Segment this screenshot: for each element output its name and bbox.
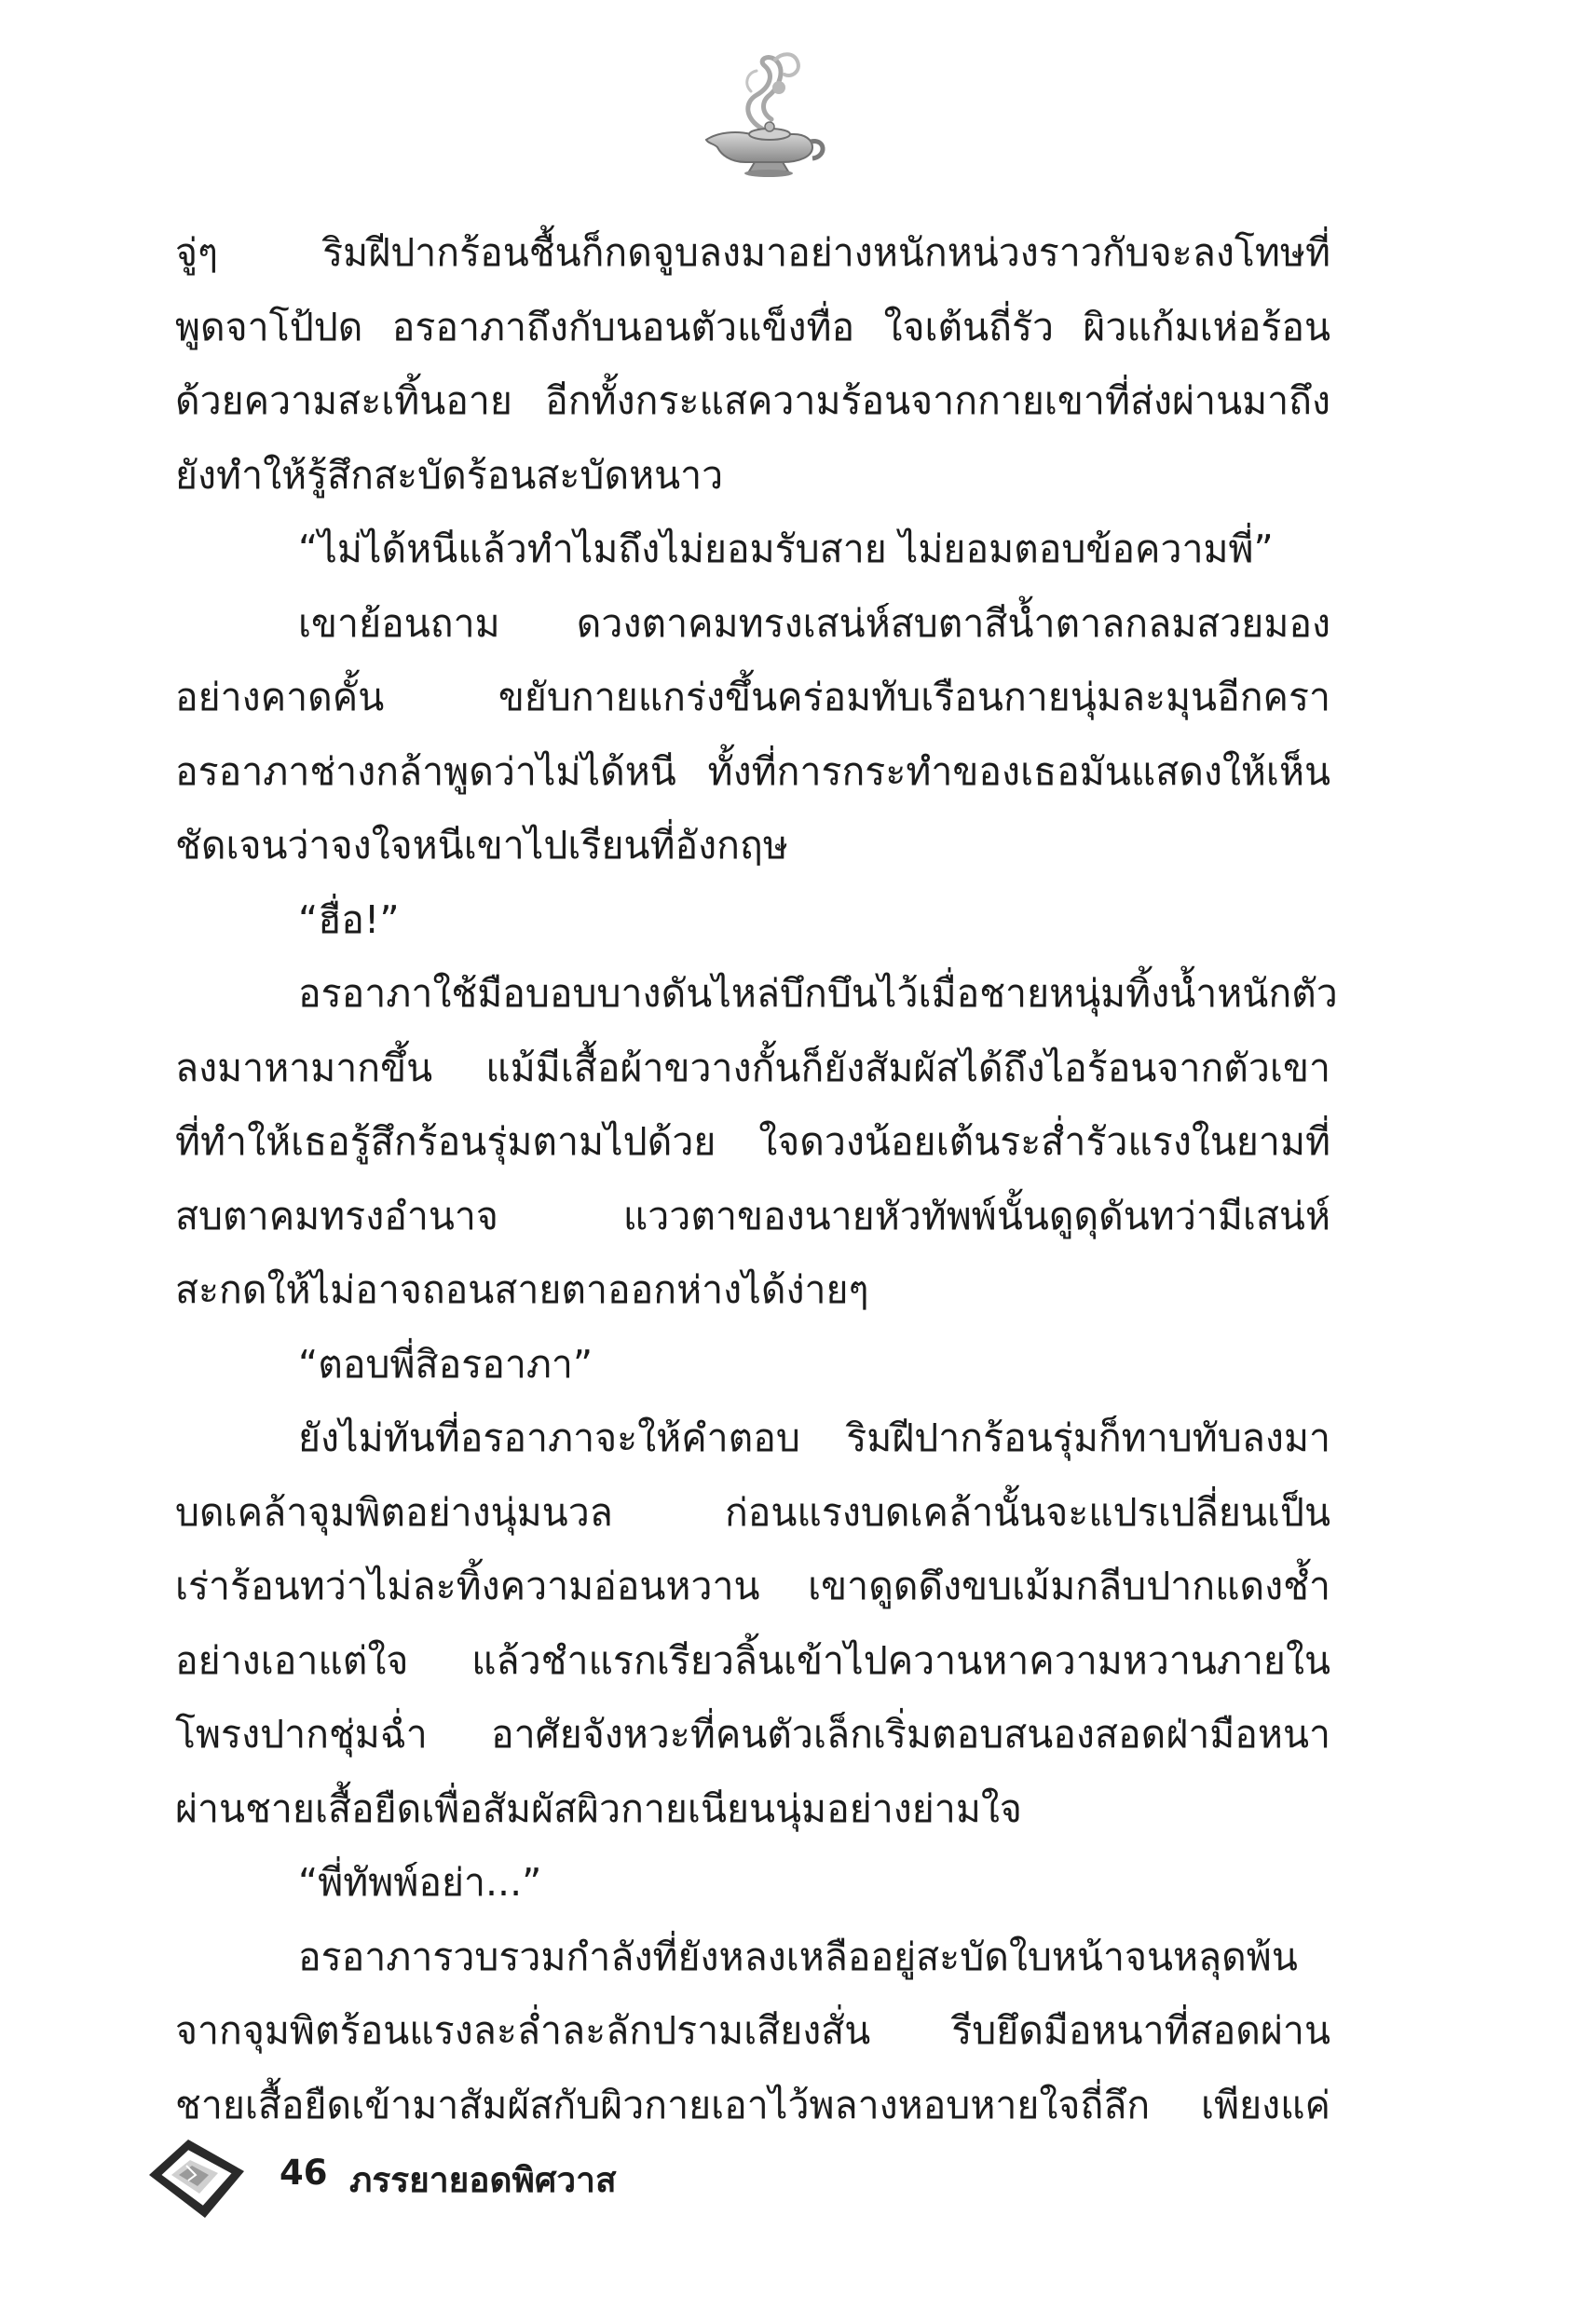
text-line: จากจุมพิตร้อนแรงละล่ำละลักปรามเสียงสั่น รีบยึดมือหนาที่สอดผ่าน (175, 2008, 1330, 2053)
text-line: ผ่านชายเสื้อยืดเพื่อสัมผัสผิวกายเนียนนุ่มอย่างย่ามใจ (175, 1785, 1022, 1831)
text-line: ชายเสื้อยืดเข้ามาสัมผัสกับผิวกายเอาไว้พลางหอบหายใจถี่ลึก เพียงแค่ (175, 2082, 1330, 2127)
text-line: บดเคล้าจุมพิตอย่างนุ่มนวล ก่อนแรงบดเคล้านั้นจะแปรเปลี่ยนเป็น (175, 1489, 1330, 1535)
page-number: 46 (280, 2153, 328, 2193)
text-line: จู่ๆ ริมฝีปากร้อนชื้นก็กดจูบลงมาอย่างหนักหน่วงราวกับจะลงโทษที่ (175, 230, 1330, 275)
text-line: ยังไม่ทันที่อรอาภาจะให้คำตอบ ริมฝีปากร้อนรุ่มก็ทาบทับลงมา (298, 1415, 1330, 1460)
gem-icon (140, 2132, 252, 2225)
text-line: “ฮื่อ!” (298, 896, 400, 942)
text-line: พูดจาโป้ปด อรอาภาถึงกับนอนตัวแข็งทื่อ ใจเต้นถี่รัว ผิวแก้มเห่อร้อน (175, 304, 1330, 349)
text-line: เขาย้อนถาม ดวงตาคมทรงเสน่ห์สบตาสีน้ำตาลกลมสวยมอง (298, 600, 1330, 646)
text-line: ที่ทำให้เธอรู้สึกร้อนรุ่มตามไปด้วย ใจดวงน้อยเต้นระส่ำรัวแรงในยามที่ (175, 1119, 1330, 1164)
body-text (175, 216, 1338, 2142)
text-line: สะกดให้ไม่อาจถอนสายตาออกห่างได้ง่ายๆ (175, 1267, 869, 1312)
text-line: “ไม่ได้หนีแล้วทำไมถึงไม่ยอมรับสาย ไม่ยอมตอบข้อความพี่” (298, 526, 1274, 571)
text-line: อรอาภารวบรวมกำลังที่ยังหลงเหลืออยู่สะบัดใบหน้าจนหลุดพ้น (298, 1934, 1298, 1979)
text-line: อรอาภาช่างกล้าพูดว่าไม่ได้หนี ทั้งที่การกระทำของเธอมันแสดงให้เห็น (175, 748, 1330, 794)
genie-lamp-icon (689, 47, 829, 182)
text-line: อย่างเอาแต่ใจ แล้วชำแรกเรียวลิ้นเข้าไปควานหาความหวานภายใน (175, 1637, 1330, 1683)
text-line: อย่างคาดคั้น ขยับกายแกร่งขึ้นคร่อมทับเรือนกายนุ่มละมุนอีกครา (175, 675, 1330, 719)
text-line: ชัดเจนว่าจงใจหนีเขาไปเรียนที่อังกฤษ (175, 823, 788, 868)
page-footer (140, 2132, 699, 2225)
book-title: ภรรยายอดพิศวาส (349, 2160, 617, 2200)
text-line: สบตาคมทรงอำนาจ แววตาของนายหัวทัพพ์นั้นดูดุดันทว่ามีเสน่ห์ (175, 1193, 1330, 1238)
text-line: “ตอบพี่สิอรอาภา” (298, 1341, 593, 1387)
text-line: ลงมาหามากขึ้น แม้มีเสื้อผ้าขวางกั้นก็ยังสัมผัสได้ถึงไอร้อนจากตัวเขา (175, 1045, 1330, 1090)
text-line: เร่าร้อนทว่าไม่ละทิ้งความอ่อนหวาน เขาดูดดึงขบเม้มกลีบปากแดงช้ำ (175, 1564, 1330, 1608)
text-line: ยังทำให้รู้สึกสะบัดร้อนสะบัดหนาว (175, 452, 724, 498)
text-line: โพรงปากชุ่มฉ่ำ อาศัยจังหวะที่คนตัวเล็กเริ่มตอบสนองสอดฝ่ามือหนา (175, 1712, 1330, 1757)
text-line: “พี่ทัพพ์อย่า...” (298, 1860, 542, 1905)
text-line: อรอาภาใช้มือบอบบางดันไหล่บึกบึนไว้เมื่อชายหนุ่มทิ้งน้ำหนักตัว (298, 971, 1338, 1016)
text-line: ด้วยความสะเทิ้นอาย อีกทั้งกระแสความร้อนจากกายเขาที่ส่งผ่านมาถึง (175, 378, 1330, 423)
